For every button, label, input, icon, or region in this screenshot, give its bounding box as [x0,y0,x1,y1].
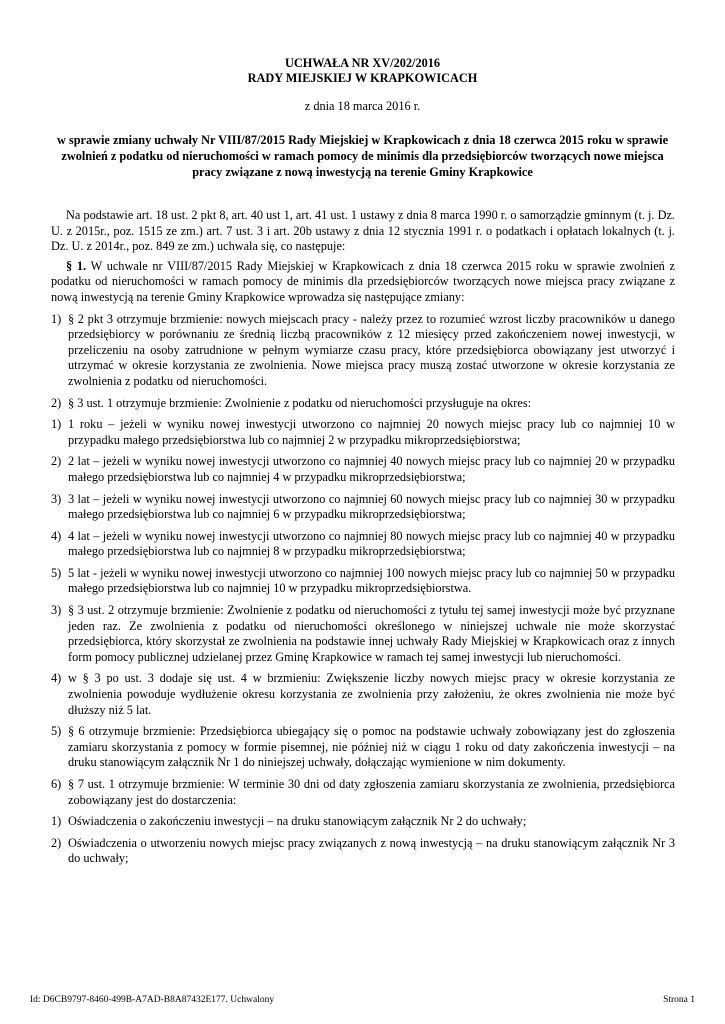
list-item-text: Oświadczenia o utworzeniu nowych miejsc pracy związanych z nową inwestycją – na druku stanowiącym załącznik Nr 3 do uchwały; [68,835,675,866]
list-item-number: 5) [51,565,62,580]
list-item-text: 2 lat – jeżeli w wyniku nowej inwestycji utworzono co najmniej 40 nowych miejsc pracy lub co najmniej 20 w przypadku małego przedsiębiorstwa lub co najmniej 4 w przypadku mikroprzedsiębiorstwa; [68,454,675,484]
list-item [51,529,675,560]
list-item-number: 2) [51,395,62,410]
page-number: Strona 1 [663,995,695,1005]
list-item-number: 1) [51,814,62,829]
list-item-number: 1) [51,417,62,432]
document-body [51,208,675,867]
document-subject: w sprawie zmiany uchwały Nr VIII/87/2015 Rady Miejskiej w Krapkowicach z dnia 18 czerwca 2015 roku w sprawie zwolnień z podatku od nieruchomości w ramach pomocy de minimis dla przedsiębiorców tworzących nowe miejsca pracy związane z nową inwestycją na terenie Gminy Krapkowice [56,133,669,179]
list-item [51,454,675,485]
list-item [51,603,675,665]
list-item [51,312,675,390]
section-1-paragraph [51,259,675,306]
list-item-number: 2) [51,835,62,850]
list-item-text: 1 roku – jeżeli w wyniku nowej inwestycji utworzono co najmniej 20 nowych miejsc pracy lub co najmniej 10 w przypadku małego przedsiębiorstwa lub co najmniej 2 w przypadku mikroprzedsiębiorstwa; [68,417,675,447]
list-item-number: 4) [51,528,62,543]
list-item-text: § 3 ust. 2 otrzymuje brzmienie: Zwolnienie z podatku od nieruchomości z tytułu tej samej inwestycji może być przyznane jeden raz. Ze zwolnienia z podatku od nieruchomości określonego w niniejszej uchwale nie może skorzystać przedsiębiorca, który skorzystał ze zwolnienia na podstawie innej uchwały Rady Miejskiej w Krapkowicach oraz z innych form pomocy publicznej udzielanej przez Gminę Krapkowice w ramach tej samej inwestycji lub nieruchomości. [68,603,675,664]
document-title [0,56,725,86]
list-item-text: Oświadczenia o zakończeniu inwestycji – na druku stanowiącym załącznik Nr 2 do uchwały; [68,814,527,829]
list-item [51,836,675,867]
list-item [51,417,675,448]
list-item-number: 1) [51,311,62,326]
list-item [51,396,675,412]
list-item-text: 3 lat – jeżeli w wyniku nowej inwestycji utworzono co najmniej 60 nowych miejsc pracy lub co najmniej 30 w przypadku małego przedsiębiorstwa lub co najmniej 6 w przypadku mikroprzedsiębiorstwa; [68,491,675,522]
amendment-list [51,312,675,867]
list-item-text: 5 lat - jeżeli w wyniku nowej inwestycji utworzono co najmniej 100 nowych miejsc pracy lub co najmniej 50 w przypadku małego przedsiębiorstwa lub co najmniej 10 w przypadku mikroprzedsiębiorstwa. [68,565,675,596]
document-date: z dnia 18 marca 2016 r. [304,99,421,113]
intro-paragraph: Na podstawie art. 18 ust. 2 pkt 8, art. 40 ust 1, art. 41 ust. 1 ustawy z dnia 8 marca 1990 r. o samorządzie gminnym (t. j. Dz. U. z 2015r., poz. 1515 ze zm.) art. 7 ust. 3 i art. 20b ustawy z dnia 12 stycznia 1991 r. o podatkach i opłatach lokalnych (t. j. Dz. U. z 2014r., poz. 849 ze zm.) uchwala się, co następuje: [51,208,675,254]
section-1-label: § 1. [66,258,87,273]
list-item-text: § 3 ust. 1 otrzymuje brzmienie: Zwolnienie z podatku od nieruchomości przysługuje na okres: [68,395,532,410]
list-item [51,724,675,771]
list-item [51,777,675,808]
list-item-number: 4) [51,671,62,686]
list-item-number: 3) [51,603,62,618]
list-item [51,492,675,523]
list-item [51,814,675,830]
title-line-1: UCHWAŁA NR XV/202/2016 [284,56,441,70]
list-item-text: § 6 otrzymuje brzmienie: Przedsiębiorca ubiegający się o pomoc na podstawie uchwały zobowiązany jest do zgłoszenia zamiaru skorzystania z pomocy w formie pisemnej, nie później niż w ciągu 1 roku od daty zakończenia inwestycji – na druku stanowiącym załącznik Nr 1 do niniejszej uchwały, dołączając wymienione w nim dokumenty. [68,724,675,770]
list-item [51,671,675,718]
list-item [51,566,675,597]
title-line-2: RADY MIEJSKIEJ W KRAPKOWICACH [247,71,478,85]
page-footer [30,995,695,1005]
list-item-text: § 2 pkt 3 otrzymuje brzmienie: nowych miejscach pracy - należy przez to rozumieć wzrost liczby pracowników u danego przedsiębiorcy w porównaniu ze średnią liczbą pracowników z 12 miesięcy przed zakończeniem nowej inwestycji, w przeliczeniu na osoby zatrudnione w pełnym wymiarze czasu pracy, które przedsiębiorca obowiązany jest utworzyć i utrzymać w okresie korzystania ze zwolnienia. Nowe miejsca pracy muszą zostać utworzone w okresie korzystania ze zwolnienia z podatku od nieruchomości. [68,311,675,388]
document-id: Id: D6CB9797-8460-499B-A7AD-B8A87432E177. Uchwalony [30,995,275,1005]
list-item-number: 5) [51,724,62,739]
list-item-text: § 7 ust. 1 otrzymuje brzmienie: W terminie 30 dni od daty zgłoszenia zamiaru skorzystania ze zwolnienia, przedsiębiorca zobowiązany jest do dostarczenia: [68,777,675,807]
list-item-number: 6) [51,777,62,791]
list-item-number: 3) [51,491,62,506]
list-item-text: 4 lat – jeżeli w wyniku nowej inwestycji utworzono co najmniej 80 nowych miejsc pracy lub co najmniej 40 w przypadku małego przedsiębiorstwa lub co najmniej 8 w przypadku mikroprzedsiębiorstwa; [68,528,675,559]
section-1-text: W uchwale nr VIII/87/2015 Rady Miejskiej w Krapkowicach z dnia 18 czerwca 2015 roku w sprawie zwolnień z podatku od nieruchomości w ramach pomocy de minimis dla przedsiębiorców tworzących nowe miejsca pracy związane z nową inwestycją na terenie Gminy Krapkowice wprowadza się następujące zmiany: [51,258,675,304]
list-item-number: 2) [51,454,62,469]
list-item-text: w § 3 po ust. 3 dodaje się ust. 4 w brzmieniu: Zwiększenie liczby nowych miejsc pracy w okresie korzystania ze zwolnienia powoduje wydłużenie okresu korzystania ze zwolnienia przy założeniu, że okres zwolnienia nie może być dłuższy niż 5 lat. [68,671,675,717]
